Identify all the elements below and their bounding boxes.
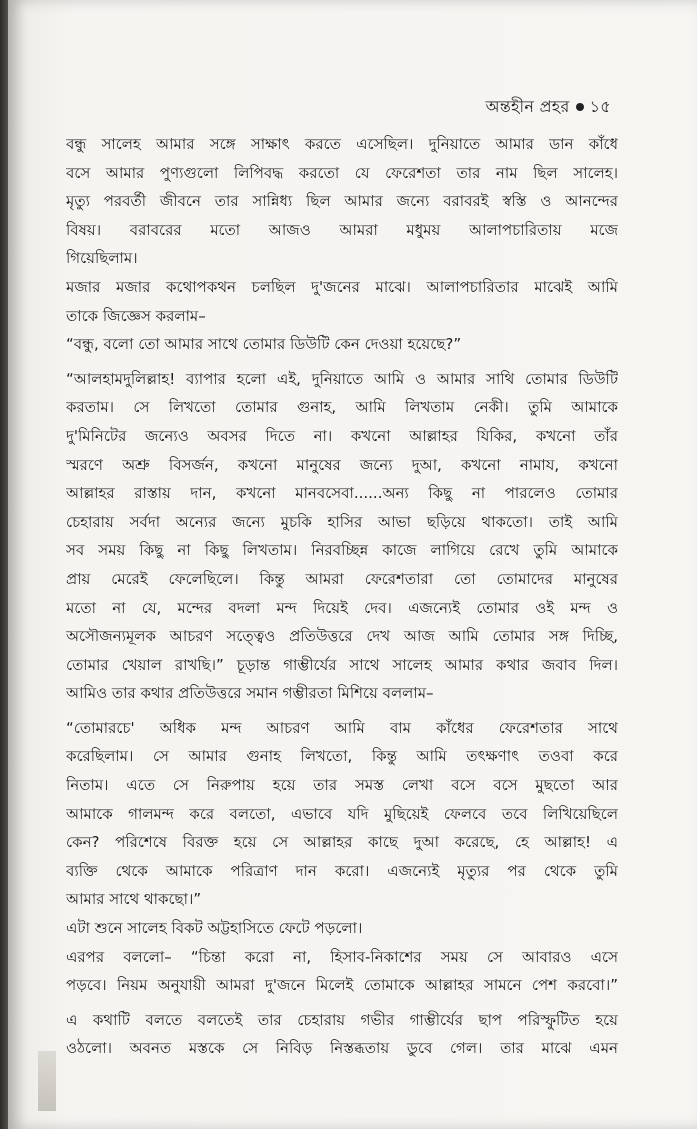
- text-line: এরপর বললো– “চিন্তা করো না, হিসাব-নিকাশের সময় সে আবারও এসে: [66, 947, 618, 966]
- text-line: গিয়েছিলাম।: [66, 249, 138, 268]
- text-line: “আলহামদুলিল্লাহ! ব্যাপার হলো এই, দুনিয়াতে আমি ও আমার সাথি তোমার ডিউটি: [66, 369, 618, 388]
- text-line: দু'মিনিটের জন্যেও অবসর দিতে না। কখনো আল্লাহর যিকির, কখনো তাঁর: [66, 426, 618, 445]
- text-line: বন্ধু সালেহ আমার সঙ্গে সাক্ষাৎ করতে এসেছিল। দুনিয়াতে আমার ডান কাঁধে: [66, 135, 618, 153]
- paragraph-5: [66, 1006, 618, 1063]
- paragraph-3: [66, 365, 618, 708]
- book-page: [8, 0, 697, 1129]
- text-line: আমিও তার কথার প্রতিউত্তরে সমান গম্ভীরতা মিশিয়ে বললাম–: [66, 684, 434, 703]
- text-line: আমার সাথে থাকছো।”: [66, 890, 202, 909]
- text-line: অসৌজন্যমূলক আচরণ সত্ত্বেও প্রতিউত্তরে দেখ আজ আমি তোমার সঙ্গ দিচ্ছি,: [66, 627, 618, 646]
- text-line: পড়বে। নিয়ম অনুযায়ী আমরা দু'জনে মিলেই তোমাকে আল্লাহর সামনে পেশ করবো।”: [66, 976, 618, 995]
- running-head-title: অন্তহীন প্রহর: [485, 97, 570, 116]
- text-line: ব্যক্তি থেকে আমাকে পরিত্রাণ দান করো। এজন্যেই মৃত্যুর পর থেকে তুমি: [66, 861, 618, 880]
- text-line: “তোমারচে' অধিক মন্দ আচরণ আমি বাম কাঁধের ফেরেশতার সাথে: [66, 718, 618, 737]
- text-line: মজার মজার কথোপকথন চলছিল দু'জনের মাঝে। আলাপচারিতার মাঝেই আমি: [66, 277, 618, 296]
- text-line: মতো না যে, মন্দের বদলা মন্দ দিয়েই দেব। এজন্যেই তোমার ওই মন্দ ও: [66, 598, 618, 617]
- text-line: সব সময় কিছু না কিছু লিখতাম। নিরবচ্ছিন্ন কাজে লাগিয়ে রেখে তুমি আমাকে: [66, 541, 618, 560]
- bullet-separator-icon: [576, 103, 584, 111]
- text-line: “বন্ধু, বলো তো আমার সাথে তোমার ডিউটি কেন দেওয়া হয়েছে?”: [66, 335, 462, 354]
- text-line: চেহারায় সর্বদা অন্যের জন্যে মুচকি হাসির আভা ছড়িয়ে থাকতো। তাই আমি: [66, 512, 618, 531]
- text-line: তাকে জিজ্ঞেস করলাম–: [66, 306, 206, 325]
- paragraph-1: [66, 130, 618, 273]
- text-line: আমাকে গালমন্দ করে বলতো, এভাবে যদি মুছিয়েই ফেলবে তবে লিখিয়েছিলে: [66, 804, 618, 823]
- text-line: এটা শুনে সালেহ বিকট অট্টহাসিতে ফেটে পড়লো।: [66, 919, 363, 938]
- page-number: ১৫: [589, 97, 611, 116]
- text-line: করেছিলাম। সে আমার গুনাহ লিখতো, কিন্তু আমি তৎক্ষণাৎ তওবা করে: [66, 747, 618, 766]
- paragraph-2: [66, 273, 618, 359]
- page-edge-shadow: [38, 1051, 56, 1111]
- running-head: [486, 94, 611, 121]
- text-line: কেন? পরিশেষে বিরক্ত হয়ে সে আল্লাহর কাছে দুআ করেছে, হে আল্লাহ! এ: [66, 833, 618, 852]
- text-line: আল্লাহর রাস্তায় দান, কখনো মানবসেবা......অন্য কিছু না পারলেও তোমার: [66, 484, 618, 503]
- text-line: এ কথাটি বলতে বলতেই তার চেহারায় গভীর গাম্ভীর্যের ছাপ পরিস্ফুটিত হয়ে: [66, 1010, 618, 1029]
- text-line: স্মরণে অশ্রু বিসর্জন, কখনো মানুষের জন্যে দুআ, কখনো নামায, কখনো: [66, 455, 618, 474]
- text-line: প্রায় মেরেই ফেলেছিলে। কিন্তু আমরা ফেরেশতারা তো তোমাদের মানুষের: [66, 569, 618, 588]
- text-line: বসে আমার পুণ্যগুলো লিপিবদ্ধ করতো যে ফেরেশতা তার নাম ছিল সালেহ।: [66, 163, 618, 182]
- paragraph-4: [66, 714, 618, 1000]
- text-line: মৃত্যু পরবর্তী জীবনে তার সান্নিধ্য ছিল আমার জন্যে বরাবরই স্বস্তি ও আনন্দের: [66, 192, 618, 211]
- body-text: [66, 130, 618, 1063]
- text-line: ওঠলো। অবনত মস্তকে সে নিবিড় নিস্তব্ধতায় ডুবে গেল। তার মাঝে এমন: [66, 1039, 618, 1058]
- text-line: করতাম। সে লিখতো তোমার গুনাহ, আমি লিখতাম নেকী। তুমি আমাকে: [66, 398, 618, 417]
- text-line: নিতাম। এতে সে নিরুপায় হয়ে তার সমস্ত লেখা বসে বসে মুছতো আর: [66, 776, 618, 795]
- text-line: তোমার খেয়াল রাখছি।” চূড়ান্ত গাম্ভীর্যের সাথে সালেহ আমার কথার জবাব দিল।: [66, 655, 618, 674]
- text-line: বিষয়। বরাবরের মতো আজও আমরা মধুময় আলাপচারিতায় মজে: [66, 220, 618, 239]
